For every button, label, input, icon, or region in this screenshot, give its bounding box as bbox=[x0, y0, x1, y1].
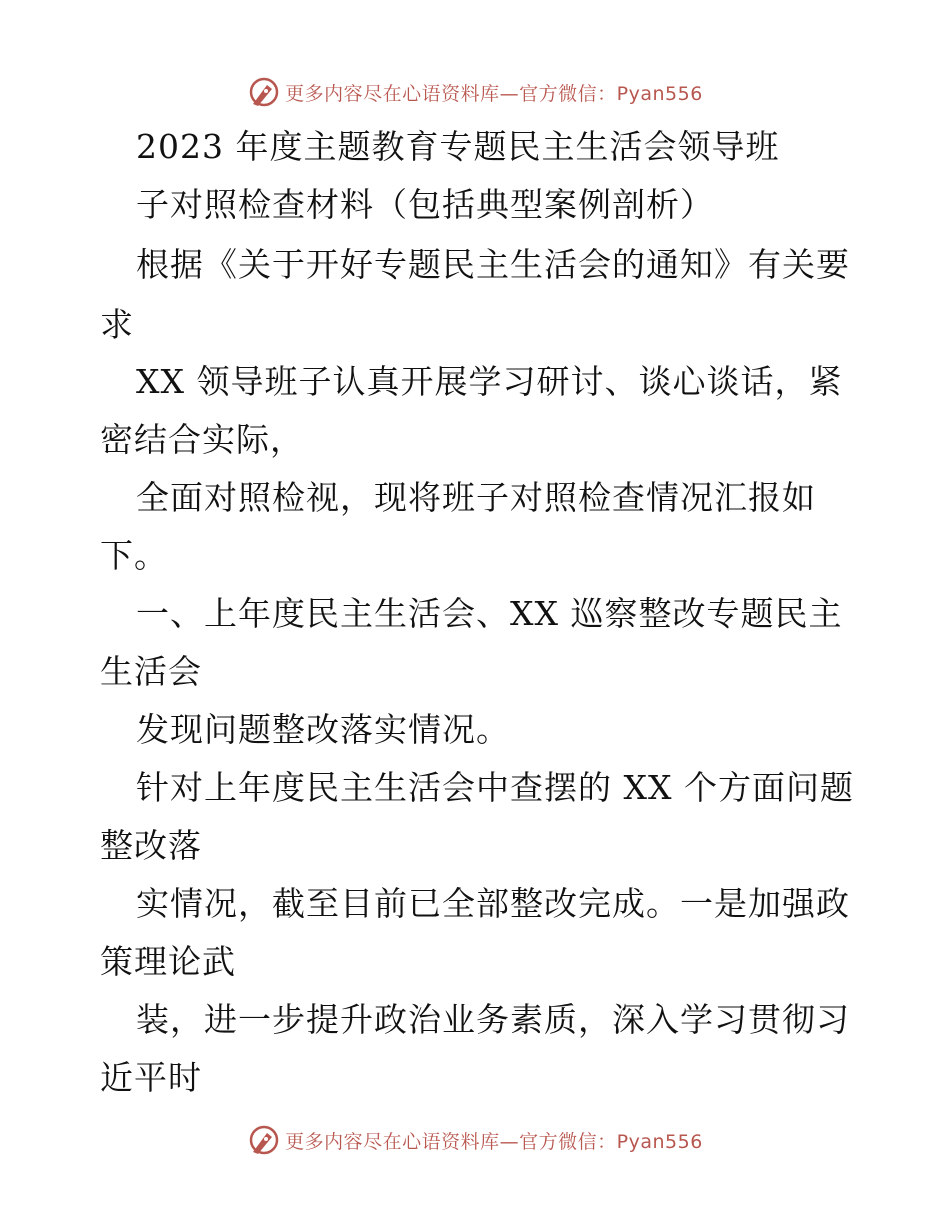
paragraph-line: 求 bbox=[100, 305, 134, 344]
paragraph-line: XX 领导班子认真开展学习研讨、谈心谈话，紧 bbox=[136, 362, 843, 401]
document-title-line-2: 子对照检查材料（包括典型案例剖析） bbox=[136, 185, 714, 224]
paragraph-line: 近平时 bbox=[100, 1058, 202, 1097]
paragraph-line: 密结合实际， bbox=[100, 420, 304, 459]
watermark-text: 更多内容尽在心语资料库—官方微信：Pyan556 bbox=[285, 82, 703, 105]
document-title-line-1: 2023 年度主题教育专题民主生活会领导班 bbox=[136, 127, 780, 166]
paragraph-line: 整改落 bbox=[100, 826, 202, 865]
paragraph-line: 发现问题整改落实情况。 bbox=[136, 710, 510, 749]
paragraph-line: 针对上年度民主生活会中查摆的 XX 个方面问题 bbox=[136, 768, 854, 807]
watermark-text: 更多内容尽在心语资料库—官方微信：Pyan556 bbox=[285, 1130, 703, 1153]
pen-nib-logo-icon bbox=[247, 1123, 281, 1157]
pen-nib-logo-icon bbox=[247, 75, 281, 109]
paragraph-line: 全面对照检视，现将班子对照检查情况汇报如 bbox=[136, 478, 816, 517]
section-heading-line: 一、上年度民主生活会、XX 巡察整改专题民主 bbox=[136, 594, 843, 633]
paragraph-line: 根据《关于开好专题民主生活会的通知》有关要 bbox=[136, 245, 850, 284]
paragraph-line: 策理论武 bbox=[100, 942, 236, 981]
section-heading-line: 生活会 bbox=[100, 652, 202, 691]
footer-watermark-banner bbox=[0, 1120, 950, 1160]
header-watermark-banner bbox=[0, 72, 950, 112]
paragraph-line: 装，进一步提升政治业务素质，深入学习贯彻习 bbox=[136, 1000, 850, 1039]
paragraph-line: 下。 bbox=[100, 536, 168, 575]
paragraph-line: 实情况，截至目前已全部整改完成。一是加强政 bbox=[136, 884, 850, 923]
